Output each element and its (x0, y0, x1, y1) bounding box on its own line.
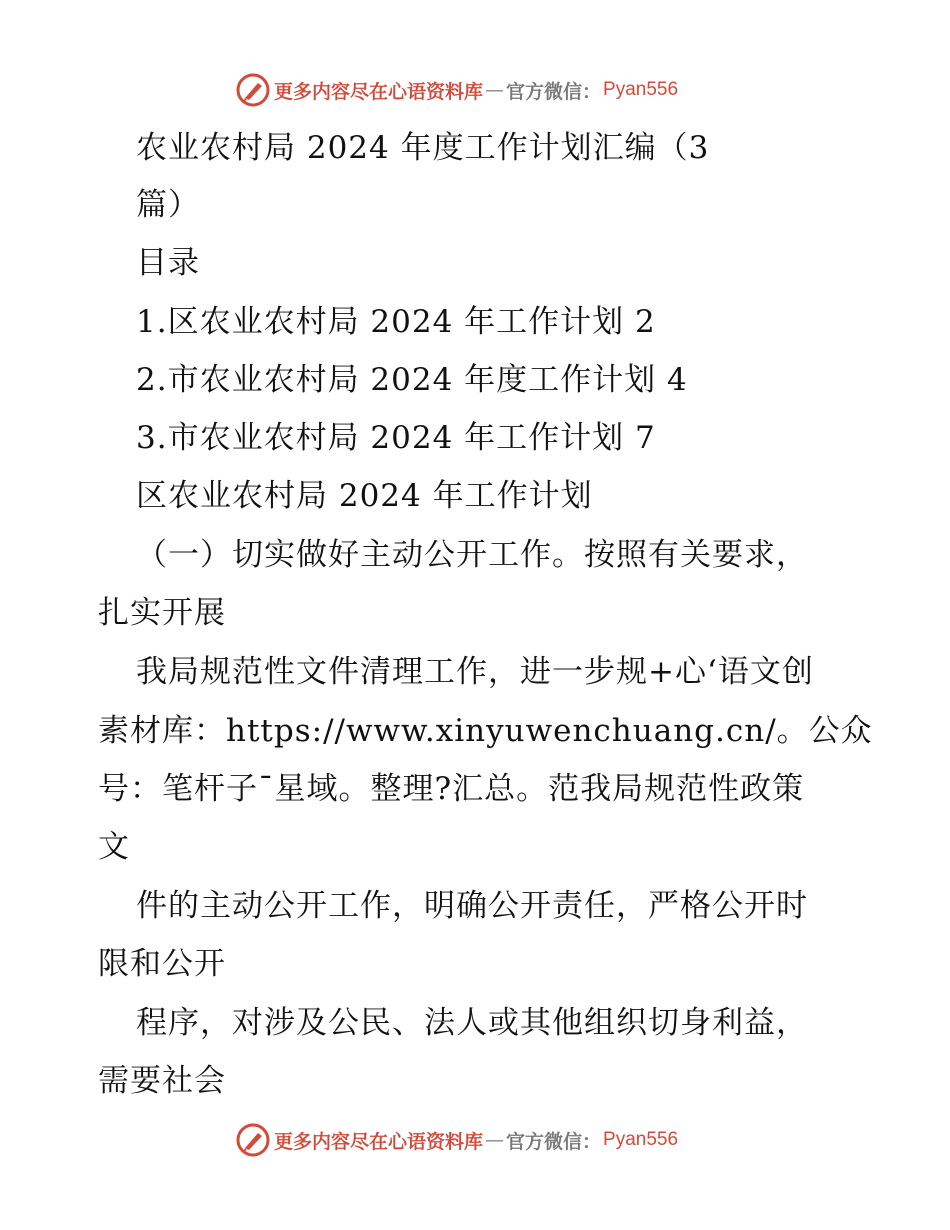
body-line: 程序，对涉及公民、法人或其他组织切身利益， (136, 1005, 808, 1041)
body-line: 素材库：https://www.xinyuwenchuang.cn/。公众 (98, 713, 873, 749)
toc-item-2: 2.市农业农村局 2024 年度工作计划 4 (136, 362, 688, 398)
body-line: 件的主动公开工作，明确公开责任，严格公开时 (136, 888, 808, 924)
document-title-line-1: 农业农村局 2024 年度工作计划汇编（3 (136, 130, 710, 166)
watermark-dash: — (485, 1129, 505, 1151)
watermark-text: 更多内容尽在心语资料库 (274, 1130, 484, 1153)
body-line: 需要社会 (98, 1063, 226, 1099)
watermark-text: 更多内容尽在心语资料库 (274, 80, 484, 103)
body-line: 我局规范性文件清理工作，进一步规+心‘语文创 (136, 654, 814, 690)
toc-item-3: 3.市农业农村局 2024 年工作计划 7 (136, 420, 656, 456)
body-line: 扎实开展 (98, 595, 226, 631)
toc-item-1: 1.区农业农村局 2024 年工作计划 2 (136, 304, 656, 340)
watermark-wechat-id: Pyan556 (603, 1129, 679, 1150)
watermark-official-label: 官方微信： (506, 80, 602, 103)
watermark-dash: — (485, 79, 505, 101)
body-line: （一）切实做好主动公开工作。按照有关要求， (136, 537, 808, 573)
watermark-banner-bottom (236, 1122, 678, 1158)
document-title-line-2: 篇） (136, 187, 200, 223)
body-line: 号：笔杆子¯星域。整理?汇总。范我局规范性政策 (98, 771, 805, 807)
section-title: 区农业农村局 2024 年工作计划 (136, 478, 593, 514)
pen-logo-icon (236, 1123, 270, 1157)
pen-logo-icon (236, 73, 270, 107)
body-line: 文 (98, 829, 130, 865)
toc-heading: 目录 (136, 245, 200, 281)
body-line: 限和公开 (98, 946, 226, 982)
watermark-wechat-id: Pyan556 (603, 79, 679, 100)
watermark-official-label: 官方微信： (506, 1130, 602, 1153)
watermark-banner-top (236, 72, 678, 108)
